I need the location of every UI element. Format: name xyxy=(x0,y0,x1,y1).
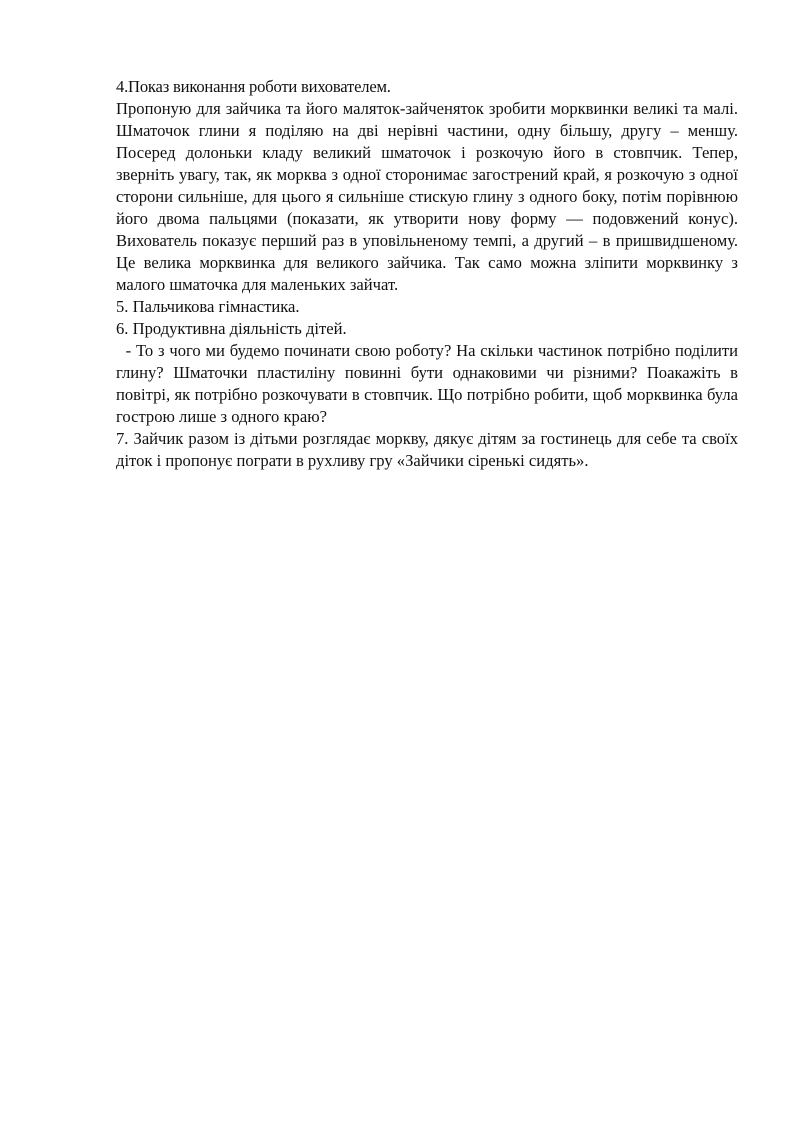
step-4-description: Пропоную для зайчика та його маляток-зайченяток зробити морквинки великі та малі. Шматочок глини я поділяю на дві нерівні частини, одну більшу, другу – меншу. Посеред долоньки кладу великий шматочок і розкочую його в стовпчик. Тепер, зверніть увагу, так, як морква з одної сторонимає загострений край, я розкочую з одної сторони сильніше, для цього я сильніше стискую глину з одного боку, потім порівнюю його двома пальцями (показати, як утворити нову форму — подовжений конус). Вихователь показує перший раз в уповільненому темпі, а другий – в пришвидшеному. Це велика морквинка для великого зайчика. Так само можна зліпити морквинку з малого шматочка для маленьких зайчат. xyxy=(116,99,738,294)
step-7-description: 7. Зайчик разом із дітьми розглядає моркву, дякує дітям за гостинець для себе та своїх діток і пропонує пограти в рухливу гру «Зайчики сіренькі сидять». xyxy=(116,429,738,470)
step-4-heading: 4.Показ виконання роботи вихователем. xyxy=(116,77,391,96)
step-6-questions: - То з чого ми будемо починати свою роботу? На скільки частинок потрібно поділити глину? Шматочки пластиліну повинні бути однаковими чи різними? Поакажіть в повітрі, як потрібно розкочувати в стовпчик. Що потрібно робити, щоб морквинка була гострою лише з одного краю? xyxy=(116,341,743,426)
step-6-heading: 6. Продуктивна діяльність дітей. xyxy=(116,319,347,338)
document-body xyxy=(116,76,743,472)
step-5-heading: 5. Пальчикова гімнастика. xyxy=(116,297,300,316)
